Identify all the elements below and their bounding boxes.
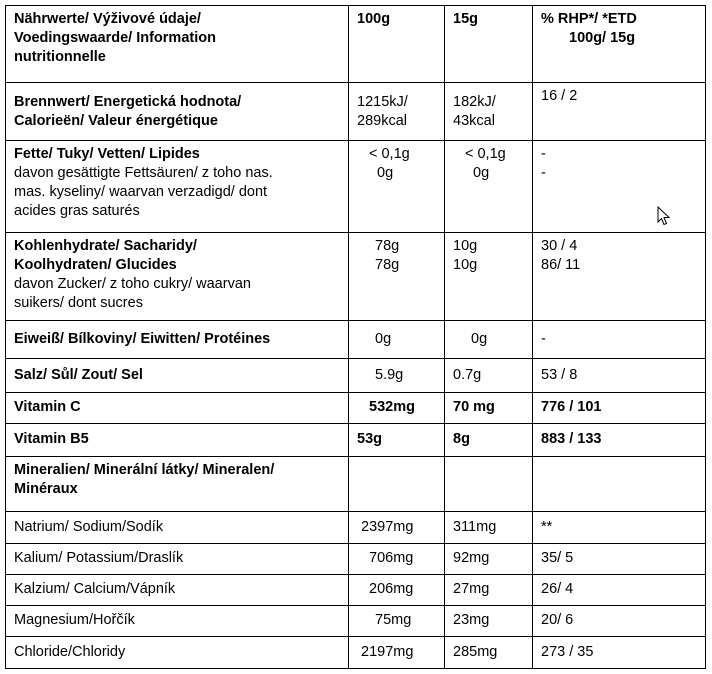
header-per-15g: 15g — [445, 6, 533, 83]
value-15g: 10g 10g — [445, 233, 533, 321]
value-100g: 206mg — [349, 574, 445, 605]
table-row-calcium — [6, 574, 706, 605]
value-100g: 53g — [349, 423, 445, 456]
value-rhp: 30 / 4 86/ 11 — [533, 233, 706, 321]
table-row-chloride — [6, 636, 706, 668]
value-rhp: 35/ 5 — [533, 543, 706, 574]
value-100g: 1215kJ/ 289kcal — [349, 83, 445, 141]
value-100g: 75mg — [349, 605, 445, 636]
table-row-fat — [6, 141, 706, 233]
row-label: Kalium/ Potassium/Draslík — [6, 543, 349, 574]
value-15g: 70 mg — [445, 392, 533, 423]
value-rhp: 20/ 6 — [533, 605, 706, 636]
value-100g: 0g — [349, 321, 445, 359]
row-label: Kalzium/ Calcium/Vápník — [6, 574, 349, 605]
value-100g: < 0,1g 0g — [349, 141, 445, 233]
value-15g — [445, 456, 533, 511]
value-100g: 5.9g — [349, 359, 445, 392]
row-label: Fette/ Tuky/ Vetten/ Lipides davon gesättigte Fettsäuren/ z toho nas. mas. kyseliny/ waarvan verzadigd/ dont acides gras saturés — [6, 141, 349, 233]
value-15g: < 0,1g 0g — [445, 141, 533, 233]
header-rhp: % RHP*/ *ETD 100g/ 15g — [533, 6, 706, 83]
table-header-row — [6, 6, 706, 83]
value-15g: 182kJ/ 43kcal — [445, 83, 533, 141]
value-rhp: - - — [533, 141, 706, 233]
row-label: Brennwert/ Energetická hodnota/ Calorieën/ Valeur énergétique — [6, 83, 349, 141]
table-row-potassium — [6, 543, 706, 574]
value-100g: 2197mg — [349, 636, 445, 668]
table-row-carbs — [6, 233, 706, 321]
header-per-100g: 100g — [349, 6, 445, 83]
value-rhp: 26/ 4 — [533, 574, 706, 605]
row-label: Natrium/ Sodium/Sodík — [6, 511, 349, 543]
value-15g: 0.7g — [445, 359, 533, 392]
value-15g: 8g — [445, 423, 533, 456]
value-rhp: ** — [533, 511, 706, 543]
value-15g: 92mg — [445, 543, 533, 574]
row-label: Eiweiß/ Bílkoviny/ Eiwitten/ Protéines — [6, 321, 349, 359]
value-rhp: 53 / 8 — [533, 359, 706, 392]
table-row-sodium — [6, 511, 706, 543]
mouse-pointer-icon — [657, 206, 671, 226]
value-rhp — [533, 456, 706, 511]
value-15g: 0g — [445, 321, 533, 359]
value-100g: 2397mg — [349, 511, 445, 543]
table-row-magnesium — [6, 605, 706, 636]
value-15g: 311mg — [445, 511, 533, 543]
value-rhp: 883 / 133 — [533, 423, 706, 456]
nutrition-table — [5, 5, 706, 669]
value-15g: 27mg — [445, 574, 533, 605]
table-row-salt — [6, 359, 706, 392]
row-label: Kohlenhydrate/ Sacharidy/ Koolhydraten/ Glucides davon Zucker/ z toho cukry/ waarvan suikers/ dont sucres — [6, 233, 349, 321]
row-label: Vitamin B5 — [6, 423, 349, 456]
value-rhp: 273 / 35 — [533, 636, 706, 668]
header-nutrient: Nährwerte/ Výživové údaje/ Voedingswaarde/ Information nutritionnelle — [6, 6, 349, 83]
value-15g: 23mg — [445, 605, 533, 636]
row-label: Salz/ Sůl/ Zout/ Sel — [6, 359, 349, 392]
value-100g — [349, 456, 445, 511]
table-row-protein — [6, 321, 706, 359]
row-label: Mineralien/ Minerální látky/ Mineralen/ Minéraux — [6, 456, 349, 511]
row-label: Chloride/Chloridy — [6, 636, 349, 668]
table-row-vitamin-c — [6, 392, 706, 423]
table-row-energy — [6, 83, 706, 141]
row-label: Magnesium/Hořčík — [6, 605, 349, 636]
value-rhp: - — [533, 321, 706, 359]
value-rhp: 16 / 2 — [533, 83, 706, 141]
value-rhp: 776 / 101 — [533, 392, 706, 423]
value-15g: 285mg — [445, 636, 533, 668]
value-100g: 78g 78g — [349, 233, 445, 321]
value-100g: 706mg — [349, 543, 445, 574]
table-row-vitamin-b5 — [6, 423, 706, 456]
value-100g: 532mg — [349, 392, 445, 423]
table-row-minerals-heading — [6, 456, 706, 511]
row-label: Vitamin C — [6, 392, 349, 423]
